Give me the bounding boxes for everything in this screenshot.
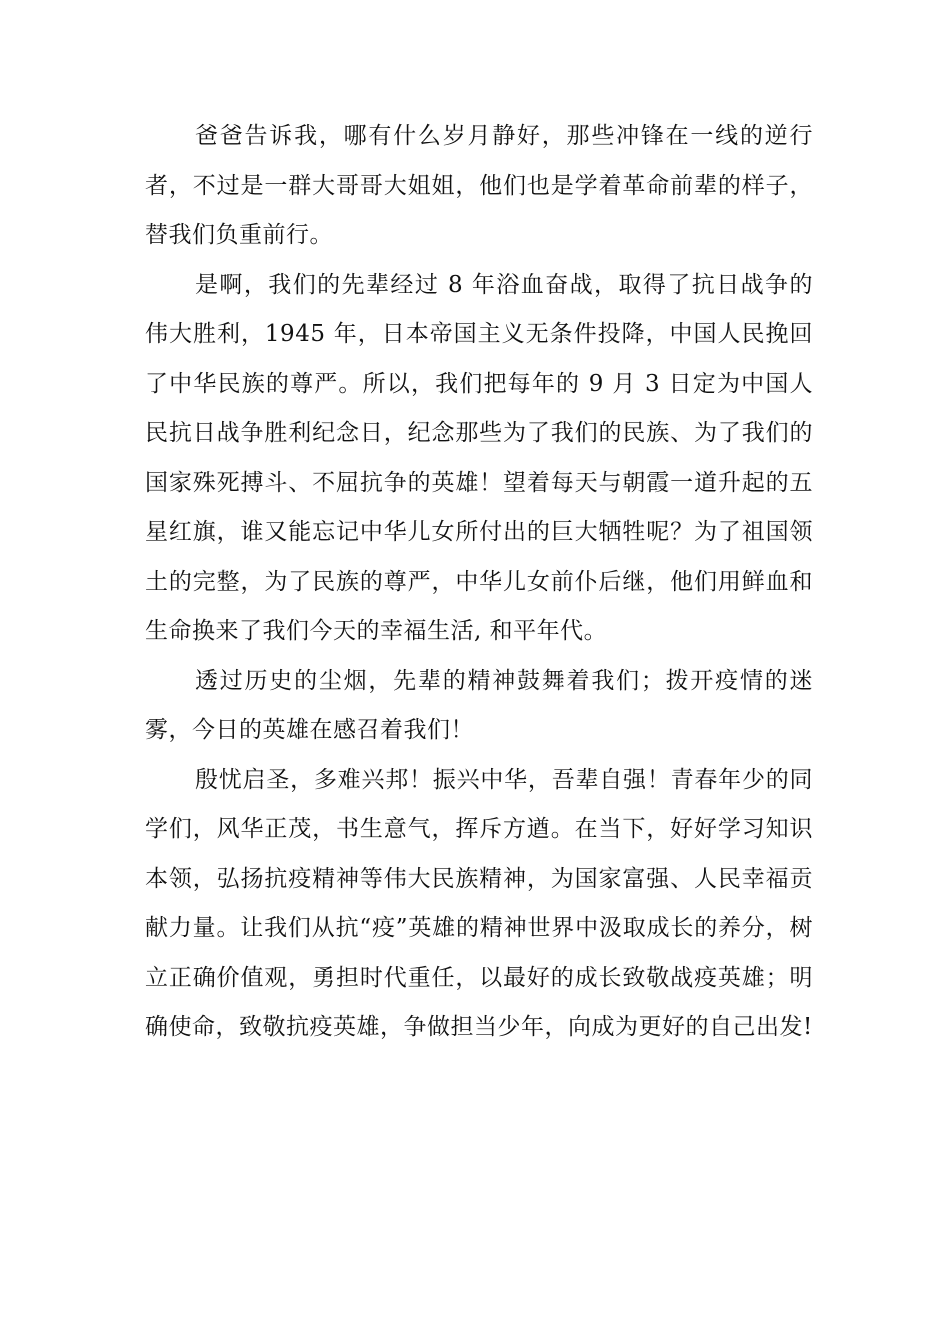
document-body — [145, 112, 813, 1053]
paragraph-3: 透过历史的尘烟，先辈的精神鼓舞着我们；拨开疫情的迷雾，今日的英雄在感召着我们！ — [145, 667, 813, 743]
paragraph-4: 殷忧启圣，多难兴邦！振兴中华，吾辈自强！青春年少的同学们，风华正茂，书生意气，挥斥方遒。在当下，好好学习知识本领，弘扬抗疫精神等伟大民族精神，为国家富强、人民幸福贡献力量。让我们从抗“疫”英雄的精神世界中汲取成长的养分，树立正确价值观，勇担时代重任，以最好的成长致敬战疫英雄；明确使命，致敬抗疫英雄，争做担当少年，向成为更好的自己出发! — [145, 766, 813, 1040]
paragraph-2: 是啊，我们的先辈经过 8 年浴血奋战，取得了抗日战争的伟大胜利，1945 年，日本帝国主义无条件投降，中国人民挽回了中华民族的尊严。所以，我们把每年的 9 月 3 日定为中国人民抗日战争胜利纪念日，纪念那些为了我们的民族、为了我们的国家殊死搏斗、不屈抗争的英雄！望着每天与朝霞一道升起的五星红旗，谁又能忘记中华儿女所付出的巨大牺牲呢？为了祖国领土的完整，为了民族的尊严，中华儿女前仆后继，他们用鲜血和生命换来了我们今天的幸福生活, 和平年代。 — [145, 271, 813, 644]
paragraph-1: 爸爸告诉我，哪有什么岁月静好，那些冲锋在一线的逆行者，不过是一群大哥哥大姐姐，他们也是学着革命前辈的样子，替我们负重前行。 — [145, 123, 813, 248]
